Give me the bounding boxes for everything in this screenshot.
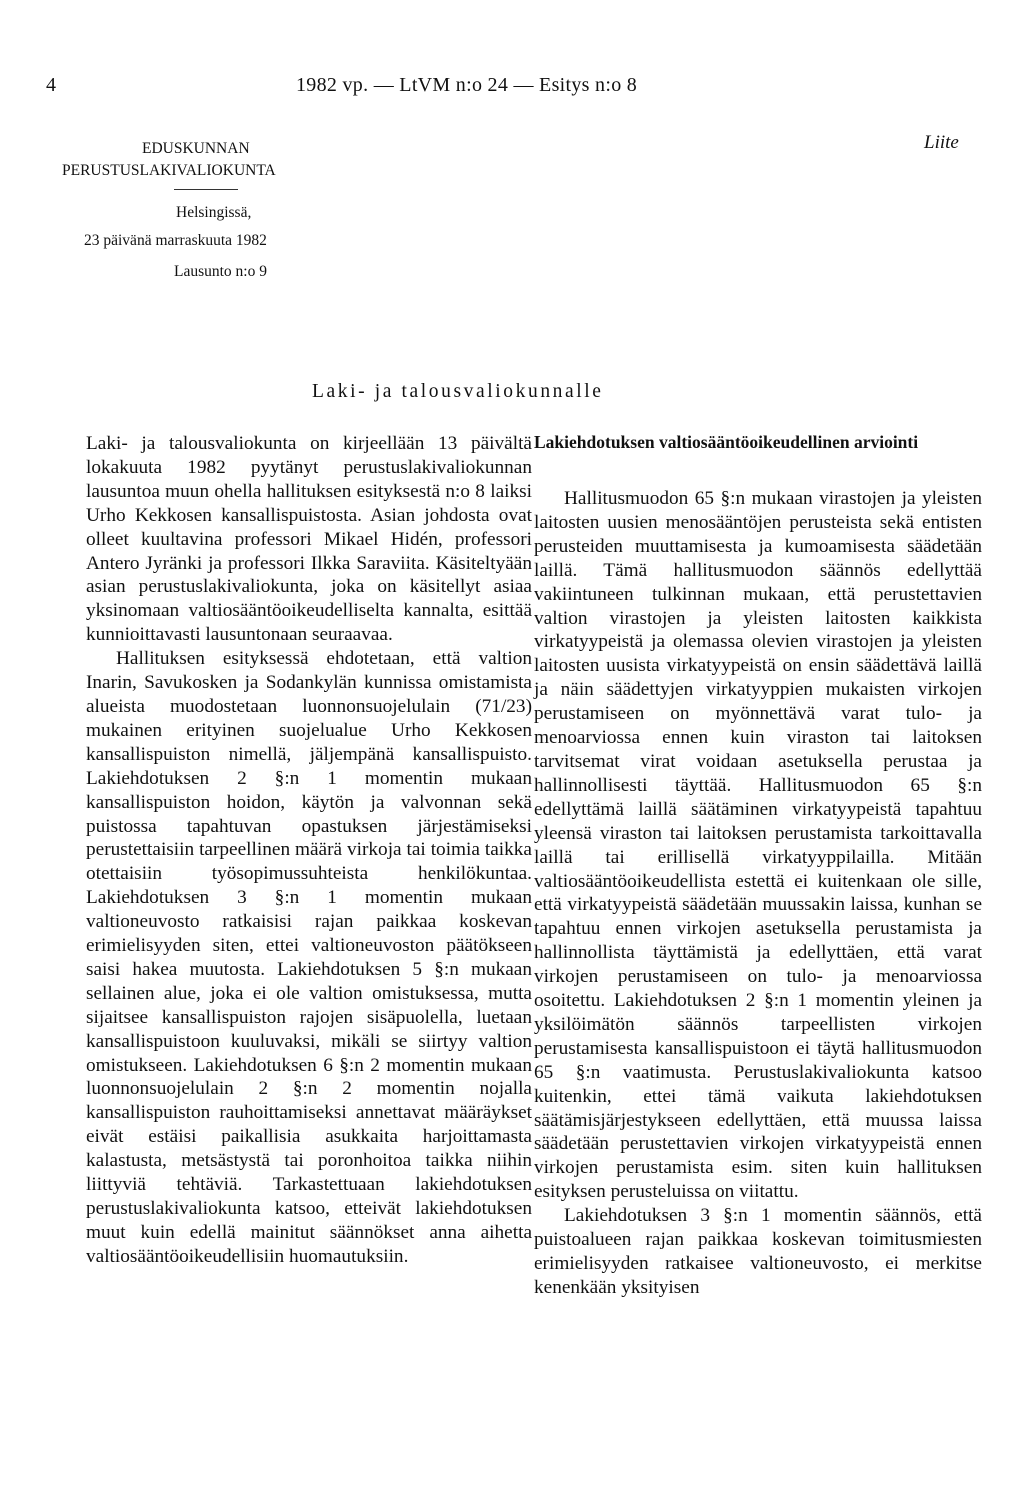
right-column	[534, 432, 982, 1300]
sender-org-line1: EDUSKUNNAN	[142, 140, 250, 157]
section-heading: Lakiehdotuksen valtiosääntöoikeudellinen arviointi	[534, 432, 919, 452]
sender-divider	[174, 189, 238, 190]
sender-place: Helsingissä,	[176, 203, 252, 221]
right-paragraph: Hallitusmuodon 65 §:n mukaan virastojen ja yleisten laitosten uusien menosääntöjen perusteista sekä entisten perusteiden muuttamisesta ja kumoamisesta säädetään laillä. Tämä hallitusmuodon säännös edellyttää vakiintuneen tulkinnan mukaan, että perustettavien valtion virastojen ja yleisten laitosten kaikkista virkatyypeistä ja olemassa olevien virastojen ja yleisten laitosten uusista virkatyypeistä on ensin säädettävä laillä ja näin säädettyjen virkatyyppien mukaisten virkojen perustamiseen on myönnettävä varat tulo- ja menoarviossa ennen kuin viraston tai laitoksen tarvitsemat virat voidaan asetuksella perustaa ja hallinnollisesti täyttää. Hallitusmuodon 65 §:n edellyttämä laillä säätäminen virkatyypeistä tapahtuu yleensä viraston tai laitoksen perustamista tarkoittavalla laillä tai erillisellä virkatyyppilailla. Mitään valtiosääntöoikeudellista estettä ei kuitenkaan ole sille, että virkatyypeistä säädetään muussakin laissa, kunhan se tapahtuu ennen virkojen asetuksella perustamista ja hallinnollista täyttämistä ja edellyttäen, että varat virkojen perustamiseen on tulo- ja menoarviossa osoitettu. Lakiehdotuksen 2 §:n 1 momentin yleinen ja yksilöimätön säännös tarpeellisten virkojen perustamisesta kansallispuistoon ei täytä hallitusmuodon 65 §:n vaatimusta. Perustuslakivaliokunta katsoo kuitenkin, ettei tämä vaikuta lakiehdotuksen säätämisjärjestykseen edellyttäen, että muussa laissa säädetään perustettavien virkojen virkatyypeistä ennen virkojen perustamista esim. siten kuin hallituksen esityksen perusteluissa on viitattu.	[534, 488, 982, 1203]
sender-date: 23 päivänä marraskuuta 1982	[84, 232, 267, 250]
sender-org-line2: PERUSTUSLAKIVALIOKUNTA	[62, 162, 276, 180]
running-title: 1982 vp. — LtVM n:o 24 — Esitys n:o 8	[296, 74, 638, 96]
appendix-label: Liite	[924, 132, 959, 153]
left-paragraph: Hallituksen esityksessä ehdotetaan, että valtion Inarin, Savukosken ja Sodankylän kunnissa omistamista alueista muodostetaan luonnonsuojelulain (71/23) mukainen erityinen suojelualue Urho Kekkosen kansallispuiston nimellä, jäljempänä kansallispuisto. Lakiehdotuksen 2 §:n 1 momentin mukaan kansallispuiston hoidon, käytön ja valvonnan sekä puistossa tapahtuvan opastuksen järjestämiseksi perustettaisiin tarpeellinen määrä virkoja tai toimia taikka otettaisiin työsopimussuhteista henkilökuntaa. Lakiehdotuksen 3 §:n 1 momentin mukaan valtioneuvosto ratkaisisi rajan paikkaa koskevan erimielisyyden siten, ettei valtioneuvoston päätökseen saisi hakea muutosta. Lakiehdotuksen 5 §:n mukaan sellainen alue, joka ei ole valtion omistuksessa, mutta sijaitsee kansallispuiston rajojen sisäpuolella, luetaan kansallispuistoon kuuluvaksi, mikäli se siirtyy valtion omistukseen. Lakiehdotuksen 6 §:n 2 momentin mukaan luonnonsuojelulain 2 §:n 2 momentin nojalla kansallispuiston rauhoittamiseksi annettavat määräykset eivät estäisi paikallisia asukkaita harjoittamasta kalastusta, metsästystä tai poronhoitoa taikka niihin liittyviä tehtäviä. Tarkastettuaan lakiehdotuksen perustuslakivaliokunta katsoo, etteivät lakiehdotuksen muut kuin edellä mainitut säännökset anna aihetta valtiosääntöoikeudellisiin huomautuksiin.	[86, 648, 532, 1267]
left-column	[86, 432, 532, 1269]
page-number: 4	[46, 74, 56, 96]
right-paragraph: Lakiehdotuksen 3 §:n 1 momentin säännös, että puistoalueen rajan paikkaa koskevan toimitusmiesten erimielisyyden ratkaisee valtioneuvosto, ei merkitse kenenkään yksityisen	[534, 1205, 982, 1298]
sender-block	[62, 138, 276, 283]
statement-number: Lausunto n:o 9	[174, 262, 267, 280]
addressee: Laki- ja talousvaliokunnalle	[312, 381, 604, 402]
left-paragraph: Laki- ja talousvaliokunta on kirjeellään 13 päivältä lokakuuta 1982 pyytänyt perustuslakivaliokunnan lausuntoa muun ohella hallituksen esityksestä n:o 8 laiksi Urho Kekkosen kansallispuistosta. Asian johdosta ovat olleet kuultavina professori Mikael Hidén, professori Antero Jyränki ja professori Ilkka Saraviita. Käsiteltyään asian perustuslakivaliokunta, joka on käsitellyt asiaa yksinomaan valtiosääntöoikeudelliselta kannalta, esittää kunnioittavasti lausuntonaan seuraavaa.	[86, 433, 532, 646]
